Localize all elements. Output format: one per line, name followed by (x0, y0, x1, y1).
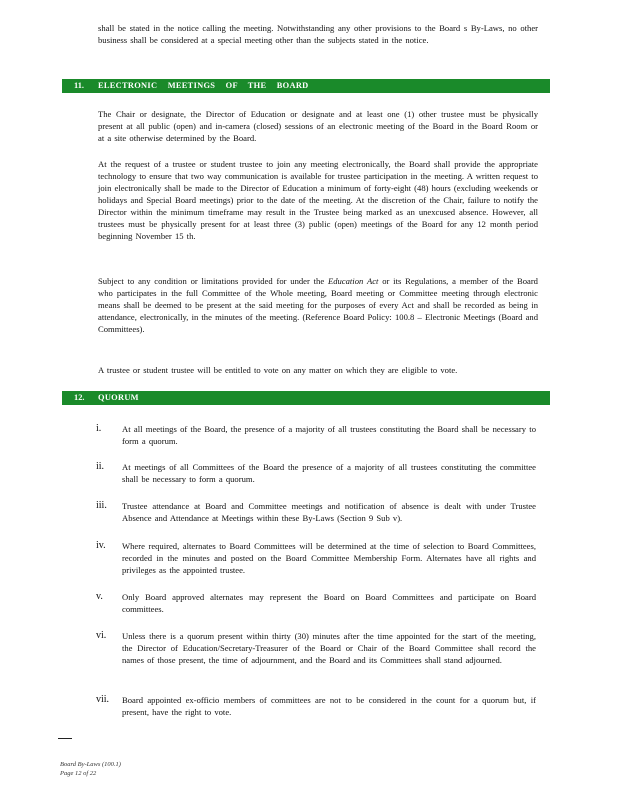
list-item-text: Only Board approved alternates may represent the Board on Board Committees and participate on Board committees. (122, 592, 536, 614)
section-12-title: QUORUM (98, 393, 139, 402)
list-item-number: v. (96, 591, 103, 602)
list-item-text: Where required, alternates to Board Committees will be determined at the time of selection to Board Committees, recorded in the minutes and posted on the Board Committee Membership Form. Alternates have all rights and privileges as the appointed trustee. (122, 541, 536, 575)
section-11-paragraph-1: The Chair or designate, the Director of Education or designate and at least one (1) other trustee must be physically present at all public (open) and in-camera (closed) sessions of an electronic meeting of the Board in the Board Room or at a site otherwise determined by the Board. (98, 109, 538, 143)
section-11-number: 11. (74, 81, 85, 90)
list-item-number: vi. (96, 630, 107, 641)
footnote-divider (58, 738, 72, 739)
intro-paragraph: shall be stated in the notice calling the meeting. Notwithstanding any other provisions to the Board s By-Laws, no other business shall be considered at a special meeting other than the subjects stated in the notice. (98, 23, 538, 45)
list-item-number: ii. (96, 461, 105, 472)
education-act-reference: Education Act (327, 276, 379, 286)
section-11-heading (62, 79, 550, 93)
footer-page-number: Page 12 of 22 (60, 770, 97, 777)
paragraph-3-text-after: or its Regulations, a member of the Board who participates in the full Committee of the Whole meeting, Board meeting or Committee meeting through electronic means shall be deemed to be present at the said meeting for the purposes of every Act and shall be recorded as being in attendance, electronically, in the minutes of the meeting. (Reference Board Policy: 100.8 – Electronic Meetings (Board and Committees). (98, 276, 538, 334)
list-item-text: At all meetings of the Board, the presence of a majority of all trustees constituting the Board shall be necessary to form a quorum. (122, 424, 536, 446)
section-11-paragraph-3 (98, 275, 538, 335)
section-12-heading (62, 391, 550, 405)
list-item-number: iii. (96, 500, 107, 511)
list-item-number: i. (96, 423, 102, 434)
footer-document-title: Board By-Laws (100.1) (60, 761, 121, 768)
list-item-text: Trustee attendance at Board and Committee meetings and notification of absence is dealt with under Trustee Absence and Attendance at Meetings within these By-Laws (Section 9 Sub v). (122, 501, 536, 523)
section-11-paragraph-2: At the request of a trustee or student trustee to join any meeting electronically, the Board shall provide the appropriate technology to ensure that two way communication is available for trustee participation in the meeting. A written request to join electronically shall be made to the Director of Education a minimum of forty-eight (48) hours (excluding weekends or holidays and Special Board meetings) prior to the date of the meeting. At the discretion of the Chair, failure to notify the Director within the minimum timeframe may result in the Trustee being marked as an unexcused absence. However, all trustees must be physically present for at least three (3) public (open) meetings of the Board for any 12 month period beginning November 15 th. (98, 159, 538, 241)
list-item-text: Board appointed ex-officio members of committees are not to be considered in the count for a quorum but, if present, have the right to vote. (122, 695, 536, 717)
list-item-number: iv. (96, 540, 106, 551)
list-item-text: At meetings of all Committees of the Board the presence of a majority of all trustees constituting the committee shall be necessary to form a quorum. (122, 462, 536, 484)
section-11-title: ELECTRONIC MEETINGS OF THE BOARD (98, 81, 309, 90)
list-item-text: Unless there is a quorum present within thirty (30) minutes after the time appointed for the start of the meeting, the Director of Education/Secretary-Treasurer of the Board or Chair of the Board Committee shall record the names of those present, the time of adjournment, and the Board and its Committees shall stand adjourned. (122, 631, 536, 665)
paragraph-3-text-before: Subject to any condition or limitations provided for under the (98, 276, 328, 286)
section-11-paragraph-4: A trustee or student trustee will be entitled to vote on any matter on which they are eligible to vote. (98, 365, 458, 375)
list-item-number: vii. (96, 694, 110, 705)
section-12-number: 12. (74, 393, 85, 402)
